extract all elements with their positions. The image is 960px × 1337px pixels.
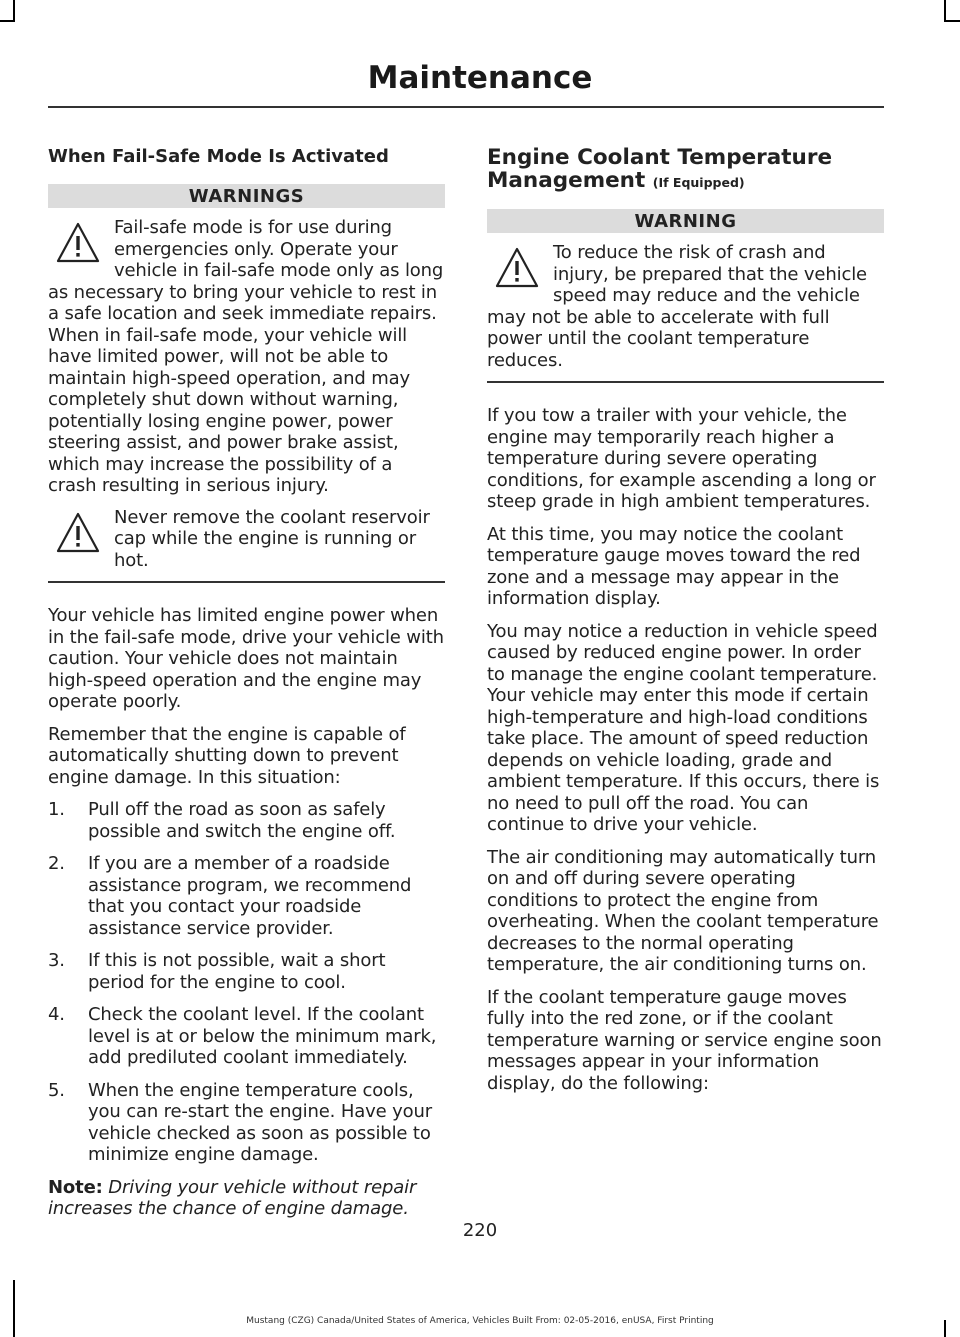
- list-number: 2.: [48, 853, 65, 874]
- warning-triangle-icon: [56, 221, 100, 265]
- warning-triangle-icon: [56, 511, 100, 555]
- page-number: 220: [462, 1220, 498, 1241]
- warning-divider: [48, 581, 445, 583]
- paragraph: The air conditioning may automatically turn on and off during severe operating conditions to protect the engine from overheating. When the coolant temperature decreases to the normal operating temperature, the air conditioning turns on.: [487, 846, 879, 975]
- warning-divider: [487, 381, 884, 383]
- header-divider: [48, 106, 884, 108]
- paragraph: Remember that the engine is capable of automatically shutting down to prevent engine damage. In this situation:: [48, 723, 406, 788]
- list-number: 1.: [48, 799, 65, 820]
- paragraph: You may notice a reduction in vehicle speed caused by reduced engine power. In order to manage the engine coolant temperature. Your vehicle may enter this mode if certain high-temperature and high-load conditions take place. The amount of speed reduction depends on vehicle loading, grade and ambient temperature. If this occurs, there is no need to pull off the road. You can continue to drive your vehicle.: [487, 620, 880, 835]
- warning-text: To reduce the risk of crash and injury, be prepared that the vehicle speed may reduce and the vehicle may not be able to accelerate with full power until the coolant temperature reduces.: [487, 242, 867, 371]
- warning-triangle-icon: [495, 246, 539, 290]
- list-text: When the engine temperature cools, you can re-start the engine. Have your vehicle checked as soon as possible to minimize engine damage.: [88, 1079, 432, 1165]
- list-text: If you are a member of a roadside assistance program, we recommend that you contact your roadside assistance service provider.: [88, 853, 412, 939]
- page-title: Maintenance: [367, 60, 593, 96]
- list-item: [48, 1080, 445, 1166]
- list-number: 5.: [48, 1079, 65, 1101]
- crop-mark-bottom-left: [13, 1280, 15, 1337]
- list-item: [48, 799, 445, 842]
- section-heading-text: Engine Coolant Temperature Management: [487, 145, 833, 193]
- crop-mark-top-left: [13, 0, 15, 22]
- list-text: Pull off the road as soon as safely possible and switch the engine off.: [88, 799, 396, 842]
- crop-mark-top-right: [944, 0, 946, 22]
- list-text: If this is not possible, wait a short period for the engine to cool.: [88, 950, 386, 993]
- list-item: [48, 950, 445, 993]
- note: [48, 1177, 445, 1220]
- section-subheading: When Fail-Safe Mode Is Activated: [48, 146, 389, 167]
- crop-mark-top-right-h: [944, 20, 960, 22]
- warnings-label: WARNINGS: [48, 184, 445, 208]
- note-label: Note:: [48, 1176, 103, 1198]
- list-item: [48, 1004, 445, 1069]
- paragraph: If you tow a trailer with your vehicle, the engine may temporarily reach higher a temperature during severe operating conditions, for example ascending a long or steep grade in high ambient temperatures.: [487, 405, 876, 512]
- list-item: [48, 853, 445, 939]
- warning-text: Never remove the coolant reservoir cap while the engine is running or hot.: [114, 506, 430, 571]
- list-number: 4.: [48, 1004, 65, 1025]
- right-column: [487, 146, 884, 1105]
- warning-label: WARNING: [487, 209, 884, 233]
- warning-text: Fail-safe mode is for use during emergencies only. Operate your vehicle in fail-safe mode only as long as necessary to bring your vehicle to rest in a safe location and seek immediate repairs. When in fail-safe mode, your vehicle will have limited power, will not be able to maintain high-speed operation, and may completely shut down without warning, potentially losing engine power, power steering assist, and power brake assist, which may increase the possibility of a crash resulting in serious injury.: [48, 217, 444, 496]
- warning-item-speed: [487, 242, 884, 371]
- paragraph: At this time, you may notice the coolant temperature gauge moves toward the red zone and a message may appear in the information display.: [487, 523, 861, 609]
- list-number: 3.: [48, 950, 65, 971]
- list-text: Check the coolant level. If the coolant level is at or below the minimum mark, add prediluted coolant immediately.: [88, 1004, 437, 1068]
- crop-mark-top-left-h: [0, 20, 15, 22]
- section-heading-suffix: (If Equipped): [652, 175, 745, 190]
- warning-item-fail-safe: [48, 217, 445, 497]
- footer-text: Mustang (CZG) Canada/United States of America, Vehicles Built From: 02-05-2016, enUSA, First Printing: [246, 1316, 714, 1326]
- left-column: [48, 146, 445, 1231]
- paragraph: If the coolant temperature gauge moves fully into the red zone, or if the coolant temperature warning or service engine soon messages appear in your information display, do the following:: [487, 986, 882, 1094]
- note-text: Driving your vehicle without repair increases the chance of engine damage.: [48, 1176, 417, 1219]
- warning-item-coolant-cap: [48, 507, 445, 572]
- steps-list: [48, 799, 445, 1166]
- section-heading: [487, 146, 884, 194]
- paragraph: Your vehicle has limited engine power when in the fail-safe mode, drive your vehicle with caution. Your vehicle does not maintain high-speed operation and the engine may operate poorly.: [48, 605, 444, 712]
